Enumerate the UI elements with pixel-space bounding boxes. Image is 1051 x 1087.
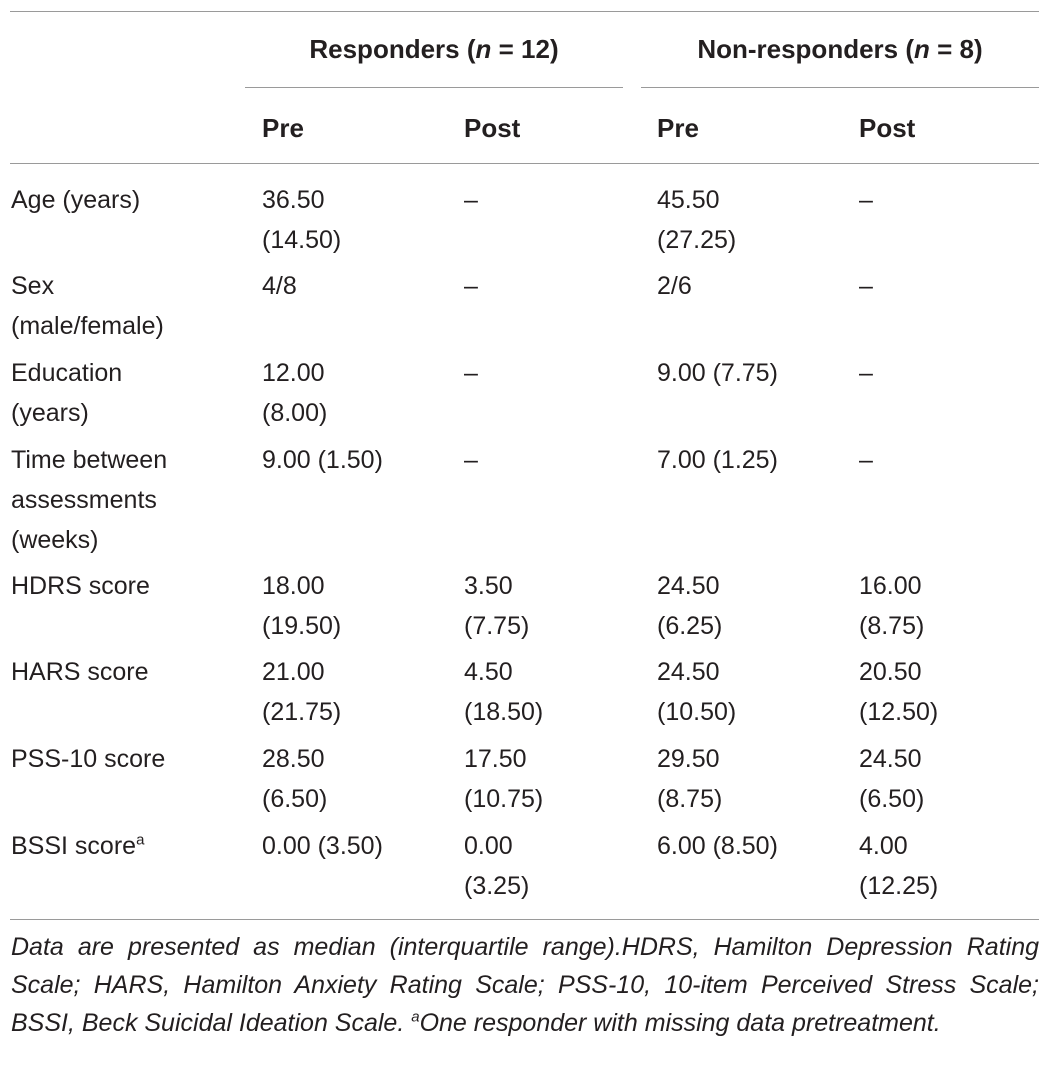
row-label-pss10: PSS-10 score [11, 745, 166, 773]
col-header-responders-post: Post [464, 113, 521, 143]
cell-sex-non-responders-pre: 2/6 [657, 272, 692, 300]
group-header-responders: Responders (n = 12) [309, 34, 559, 64]
cell-pss10-responders-pre: 28.50 (6.50) [262, 745, 328, 813]
col-header-responders-pre: Pre [262, 113, 304, 143]
group-rule-responders [245, 87, 623, 88]
row-label-education: Education (years) [11, 359, 123, 427]
cell-time-non-responders-pre: 7.00 (1.25) [657, 446, 778, 474]
cell-pss10-non-responders-pre: 29.50 (8.75) [657, 745, 723, 813]
cell-education-non-responders-post: – [859, 359, 873, 387]
cell-age-non-responders-pre: 45.50 (27.25) [657, 186, 737, 254]
cell-hars-responders-pre: 21.00 (21.75) [262, 658, 342, 726]
cell-education-responders-pre: 12.00 (8.00) [262, 359, 328, 427]
cell-hdrs-responders-pre: 18.00 (19.50) [262, 572, 342, 640]
cell-sex-responders-post: – [464, 272, 478, 300]
table-top-rule [10, 11, 1039, 12]
cell-time-responders-pre: 9.00 (1.50) [262, 446, 383, 474]
cell-hars-responders-post: 4.50 (18.50) [464, 658, 544, 726]
footnote-sup: a [411, 1008, 420, 1026]
group-rule-non-responders [641, 87, 1039, 88]
row-label-time-between: Time between assessments (weeks) [11, 446, 168, 554]
cell-hdrs-non-responders-post: 16.00 (8.75) [859, 572, 925, 640]
header-bottom-rule [10, 163, 1039, 164]
cell-age-non-responders-post: – [859, 186, 873, 214]
footnote-marker: a [136, 831, 145, 849]
cell-bssi-non-responders-post: 4.00 (12.25) [859, 832, 939, 900]
cell-hdrs-non-responders-pre: 24.50 (6.25) [657, 572, 723, 640]
cell-time-responders-post: – [464, 446, 478, 474]
cell-sex-non-responders-post: – [859, 272, 873, 300]
cell-hars-non-responders-post: 20.50 (12.50) [859, 658, 939, 726]
group-header-non-responders: Non-responders (n = 8) [697, 34, 983, 64]
cell-education-responders-post: – [464, 359, 478, 387]
cell-bssi-non-responders-pre: 6.00 (8.50) [657, 832, 778, 860]
cell-hars-non-responders-pre: 24.50 (10.50) [657, 658, 737, 726]
col-header-non-responders-post: Post [859, 113, 916, 143]
table-bottom-rule [10, 919, 1039, 920]
cell-pss10-responders-post: 17.50 (10.75) [464, 745, 544, 813]
cell-hdrs-responders-post: 3.50 (7.75) [464, 572, 530, 640]
cell-bssi-responders-pre: 0.00 (3.50) [262, 832, 383, 860]
row-label-bssi: BSSI score$^a$ [11, 831, 145, 860]
row-label-hars: HARS score [11, 658, 149, 686]
row-label-age: Age (years) [11, 186, 141, 214]
cell-sex-responders-pre: 4/8 [262, 272, 297, 300]
cell-pss10-non-responders-post: 24.50 (6.50) [859, 745, 925, 813]
cell-age-responders-pre: 36.50 (14.50) [262, 186, 342, 254]
row-label-hdrs: HDRS score [11, 572, 150, 600]
table-footnote: Data are presented as median (interquartile range).HDRS, Hamilton Depression Rating Scale; HARS, Hamilton Anxiety Rating Scale; PSS-10, 10-item Perceived Stress Scale; BSSI, Beck Suicidal Ideation Scale. $^a$One responder with missing data pretreatment. [11, 933, 1039, 1037]
row-label-sex: Sex (male/female) [11, 272, 164, 340]
cell-time-non-responders-post: – [859, 446, 873, 474]
cell-age-responders-post: – [464, 186, 478, 214]
cell-bssi-responders-post: 0.00 (3.25) [464, 832, 530, 900]
cell-education-non-responders-pre: 9.00 (7.75) [657, 359, 778, 387]
col-header-non-responders-pre: Pre [657, 113, 699, 143]
